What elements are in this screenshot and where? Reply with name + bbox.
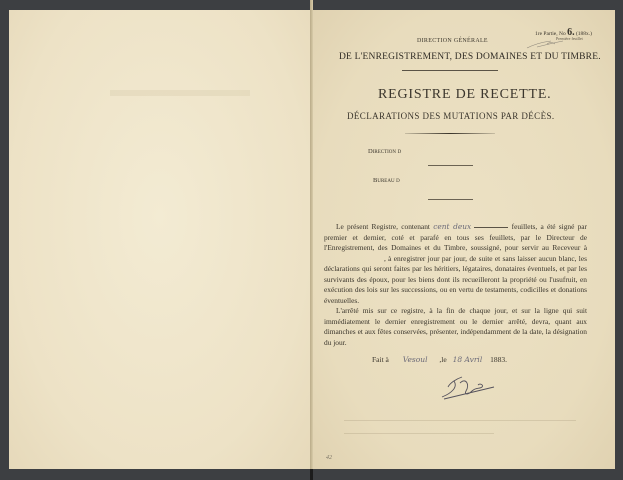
ink-bleed-through (110, 90, 250, 96)
p1-text-a: Le présent Registre, contenant (336, 222, 430, 231)
ruled-line (344, 433, 494, 434)
paragraph-2: L'arrêté mis sur ce registre, à la fin de chaque jour, et sur la ligne qui suit immédiatement le dernier enregistrement ou le dernier arrêté, devra, quant aux dimanches et aux fêtes conservées, présenter, indépendamment de la date, la désignation du jour. (324, 306, 587, 348)
direction-generale: DIRECTION GÉNÉRALE (417, 38, 488, 44)
book-spine (310, 0, 313, 480)
count-blank (474, 227, 508, 228)
direction-blank (428, 165, 473, 166)
page-title: REGISTRE DE RECETTE. (378, 87, 552, 102)
p1-text-b: feuillets, a été signé par premier et dernier, coté et parafé en tous ses feuillets, par le Directeur de l'Enregistrement, des Domaines et du Timbre, soussigné, pour servir au Receveur à (324, 222, 588, 253)
fait-a-label: Fait à (372, 355, 389, 364)
spine-gap (310, 469, 313, 480)
register-body-text (324, 222, 587, 349)
handwritten-place: Vesoul (402, 355, 428, 364)
header-divider (402, 70, 498, 71)
direction-label: Direction d (368, 148, 402, 155)
page-subtitle: DÉCLARATIONS DES MUTATIONS PAR DÉCÈS. (347, 111, 555, 121)
title-divider (405, 133, 495, 134)
ref-suffix: (188x.) (575, 31, 592, 37)
header-pencil-scrawl-icon (525, 38, 565, 50)
bureau-label: Bureau d (373, 177, 400, 184)
ref-subnote: Première feuillet (556, 36, 583, 41)
handwritten-date: 18 Avril (452, 355, 483, 364)
director-signature-icon (440, 373, 510, 401)
folio-mark: 42 (326, 455, 332, 461)
year: 1883. (490, 355, 507, 364)
left-blank-page (9, 10, 311, 469)
signoff-line (372, 355, 507, 364)
administration-name: DE L'ENREGISTREMENT, DES DOMAINES ET DU TIMBRE. (339, 52, 601, 62)
le-label: ,le (439, 355, 447, 364)
p1-text-c: , à enregistrer jour par jour, de suite et sans laisser aucun blanc, les déclarations qui seront faites par les héritiers, légataires, donataires éventuels, et par les survivants des époux, pour les biens dont ils recueilleront la propriété ou l'usufruit, en exécution des lois sur les successions, ou en vertu de testaments, codicilles et donations éventuelles. (324, 253, 587, 305)
bureau-blank (428, 199, 473, 200)
ruled-line (344, 420, 576, 421)
paragraph-1 (324, 222, 587, 306)
handwritten-leaf-count: cent deux (433, 222, 472, 231)
ref-prefix: 1re Partie, No (535, 31, 566, 37)
ref-number: 6. (567, 27, 575, 38)
